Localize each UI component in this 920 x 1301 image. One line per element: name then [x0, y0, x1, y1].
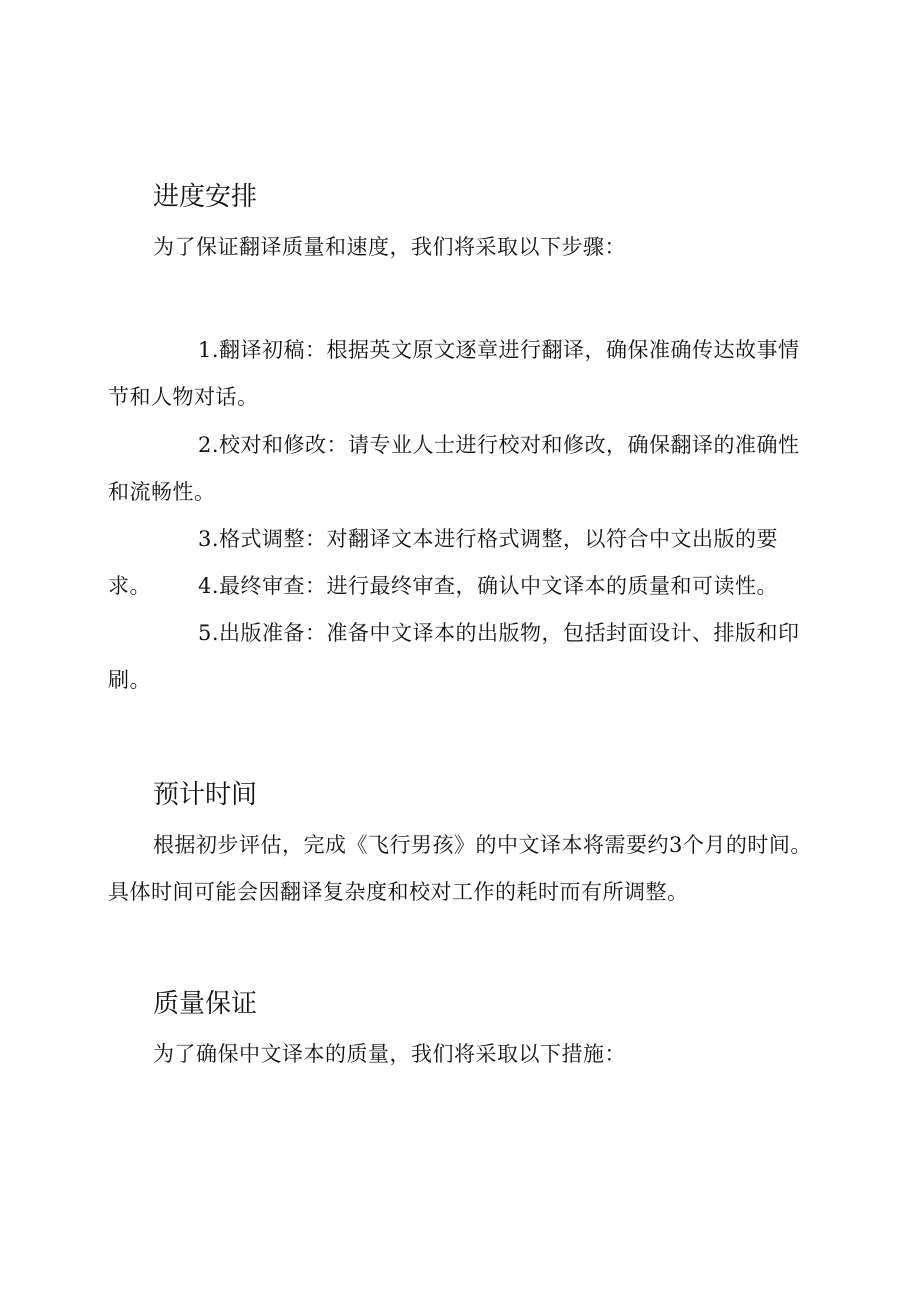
step-number: 3	[198, 527, 212, 551]
section-heading-timeline: 预计时间	[153, 780, 258, 810]
schedule-step-1	[108, 327, 820, 421]
section-heading-schedule: 进度安排	[153, 182, 258, 212]
step-text: .翻译初稿：根据英文原文逐章进行翻译，确保准确传达故事情节和人物对话。	[108, 338, 800, 409]
schedule-step-2	[108, 422, 820, 516]
step-number: 2	[198, 433, 212, 457]
step-text: .格式调整：对翻译文本进行格式调整，以符合中文出版的要求。	[108, 527, 779, 598]
timeline-text: 根据初步评估，完成《飞行男孩》的中文译本将需要约3个月的时间。具体时间可能会因翻译复杂度和校对工作的耗时而有所调整。	[108, 833, 812, 904]
schedule-step-4	[108, 563, 820, 610]
step-number: 1	[198, 338, 212, 362]
schedule-intro: 为了保证翻译质量和速度，我们将采取以下步骤：	[153, 235, 626, 259]
step-text: .校对和修改：请专业人士进行校对和修改，确保翻译的准确性和流畅性。	[108, 433, 800, 504]
step-number: 5	[198, 621, 212, 645]
section-heading-quality: 质量保证	[153, 989, 258, 1019]
step-text: .出版准备：准备中文译本的出版物，包括封面设计、排版和印刷。	[108, 621, 800, 692]
step-text: .最终审查：进行最终审查，确认中文译本的质量和可读性。	[211, 574, 779, 598]
schedule-step-5	[108, 610, 820, 704]
step-number: 4	[198, 574, 212, 598]
quality-intro: 为了确保中文译本的质量，我们将采取以下措施：	[153, 1042, 626, 1066]
